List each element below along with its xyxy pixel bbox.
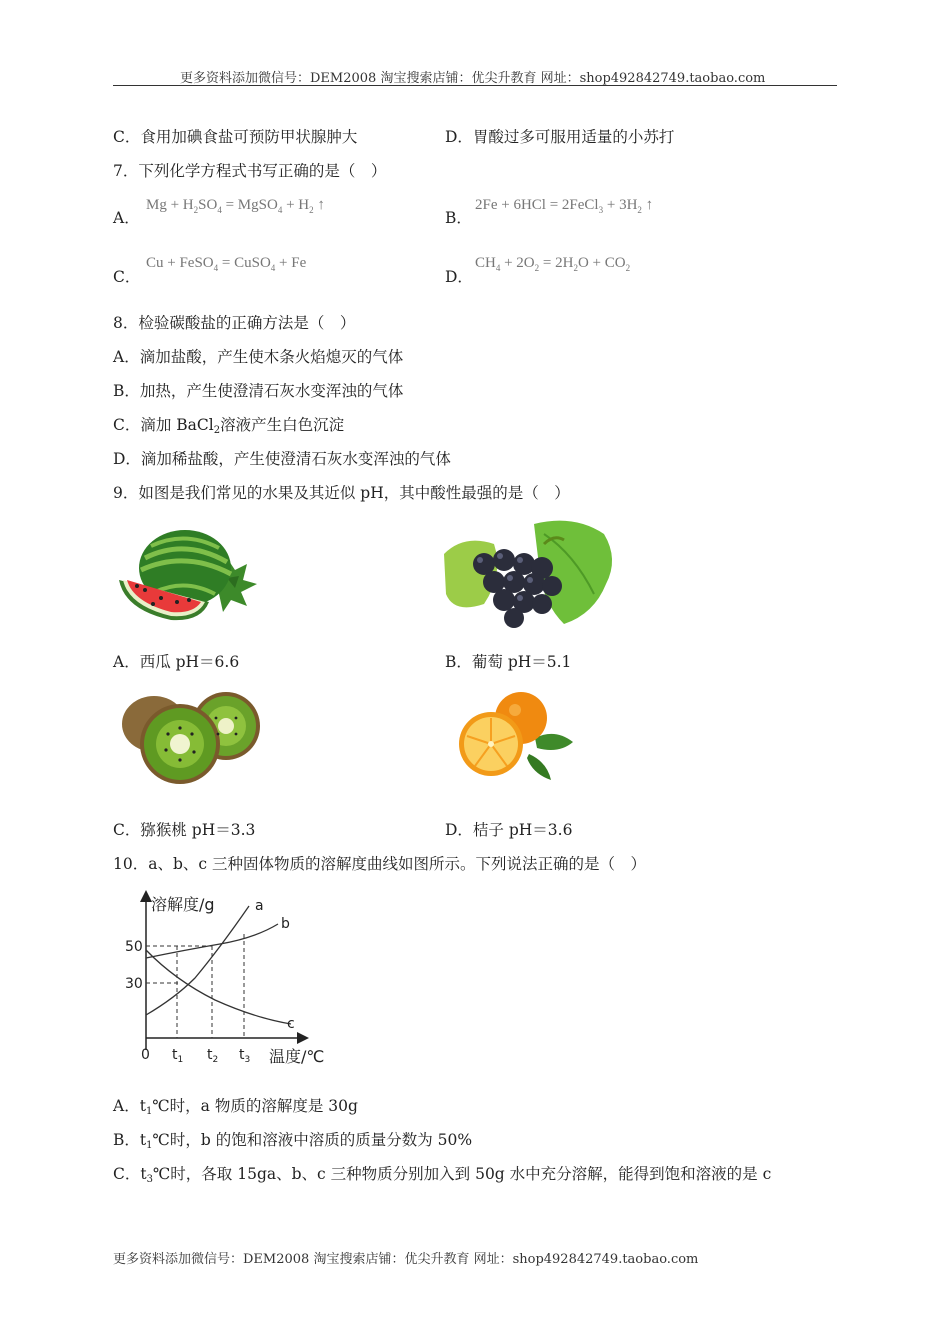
q10-stem: 10．a、b、c 三种固体物质的溶解度曲线如图所示。下列说法正确的是（ ）	[113, 855, 646, 873]
x-tick-t2: $t_2$	[207, 1047, 219, 1065]
q8-option-b: B．加热，产生使澄清石灰水变浑浊的气体	[113, 382, 404, 400]
orange-image	[455, 688, 580, 783]
q7-equation-d: $CH_4 + 2O_2 = 2H_2O + CO_2$	[475, 255, 631, 273]
curve-c	[146, 950, 291, 1024]
curve-b	[146, 924, 278, 958]
x-axis-label: 温度/℃	[269, 1047, 325, 1066]
y-axis-label: 溶解度/g	[151, 895, 215, 914]
q7-equation-a: $Mg + H_2SO_4$ = MgSO$_4$ + $H_2$ ↑	[146, 197, 325, 215]
curve-c-label: c	[287, 1016, 295, 1032]
x-tick-t3: $t_3$	[239, 1047, 251, 1065]
q7-equation-b: 2Fe + 6HCl = 2FeCl$_3$ + $3H_2$ ↑	[475, 197, 654, 215]
q8-option-c: C．滴加 BaCl$_2$溶液产生白色沉淀	[113, 416, 345, 436]
q6-option-d: D．胃酸过多可服用适量的小苏打	[445, 128, 675, 146]
q9-option-c: C．猕猴桃 pH＝3.3	[113, 821, 256, 839]
solubility-curve-graph	[115, 888, 330, 1070]
q10-option-a: A．$t_1℃$时，a 物质的溶解度是 30g	[113, 1097, 358, 1117]
q10-option-c: C．$t_3℃$时，各取 15ga、b、c 三种物质分别加入到 50g 水中充分溶解，能得到饱和溶液的是 c	[113, 1165, 772, 1185]
q8-stem: 8．检验碳酸盐的正确方法是（ ）	[113, 314, 356, 332]
header-rule	[113, 85, 837, 86]
q7-equation-c: Cu + FeSO$_4$ = CuSO$_4$ + Fe	[146, 255, 307, 273]
q9-option-a: A．西瓜 pH＝6.6	[113, 653, 240, 671]
q7-label-c: C．	[113, 268, 141, 286]
curve-b-label: b	[281, 916, 290, 932]
kiwi-image	[118, 688, 263, 788]
q6-option-c: C．食用加碘食盐可预防甲状腺肿大	[113, 128, 358, 146]
watermelon-image	[115, 528, 270, 625]
y-tick-50: 50	[125, 939, 143, 955]
grapes-image	[444, 514, 624, 634]
q7-label-a: A．	[113, 209, 140, 227]
q10-option-b: B．$t_1℃$时，b 的饱和溶液中溶质的质量分数为 50%	[113, 1131, 473, 1151]
q7-label-b: B．	[445, 209, 472, 227]
page-header: 更多资料添加微信号：DEM2008 淘宝搜索店铺：优尖升教育 网址：shop492842749.taobao.com	[180, 71, 766, 86]
page-footer: 更多资料添加微信号：DEM2008 淘宝搜索店铺：优尖升教育 网址：shop492842749.taobao.com	[113, 1252, 699, 1267]
y-tick-30: 30	[125, 976, 143, 992]
q8-option-d: D．滴加稀盐酸，产生使澄清石灰水变浑浊的气体	[113, 450, 451, 468]
x-tick-t1: $t_1$	[172, 1047, 184, 1065]
curve-a-label: a	[255, 898, 264, 914]
q8-option-a: A．滴加盐酸，产生使木条火焰熄灭的气体	[113, 348, 404, 366]
q9-option-b: B．葡萄 pH＝5.1	[445, 653, 572, 671]
origin-label: 0	[141, 1047, 150, 1063]
q7-label-d: D．	[445, 268, 473, 286]
q9-option-d: D．桔子 pH＝3.6	[445, 821, 573, 839]
curve-a	[146, 906, 249, 1015]
q9-stem: 9．如图是我们常见的水果及其近似 pH，其中酸性最强的是（ ）	[113, 484, 570, 502]
q7-stem: 7．下列化学方程式书写正确的是（ ）	[113, 162, 387, 180]
